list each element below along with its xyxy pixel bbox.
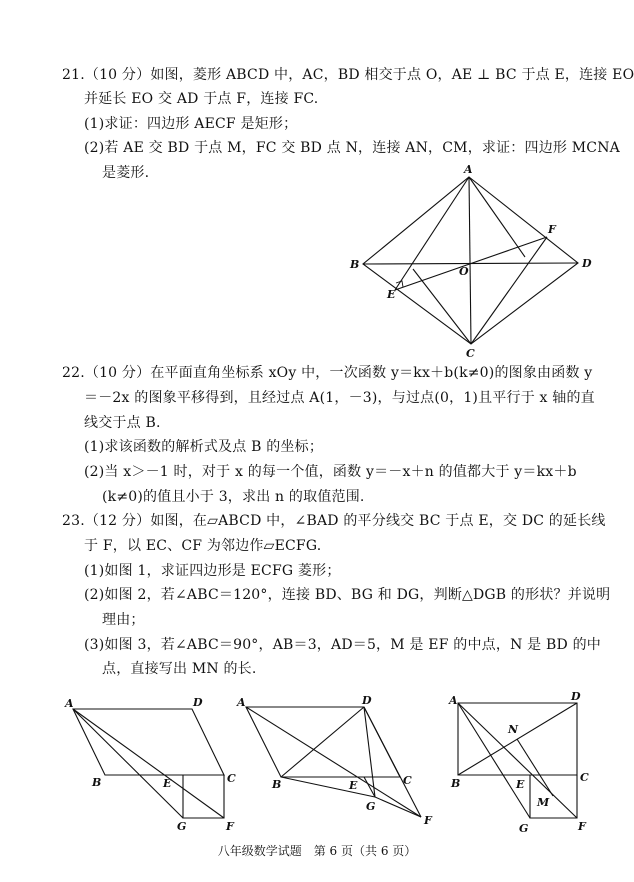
problem-23-line-2: 于 F，以 EC、CF 为邻边作▱ECFG.	[84, 538, 322, 554]
problem-23-line-1: 23.（12 分）如图，在▱ABCD 中，∠BAD 的平分线交 BC 于点 E，交 DC 的延长线	[62, 513, 606, 529]
problem-21-line-2: 并延长 EO 交 AD 于点 F，连接 FC.	[84, 91, 319, 107]
parallelogram-figure-1	[60, 690, 236, 840]
problem-21-line-5: 是菱形.	[102, 165, 150, 181]
fig1-label-a: A	[65, 697, 74, 710]
fig1-label-c: C	[227, 772, 236, 785]
problem-23-line-4: (2)如图 2，若∠ABC＝120°，连接 BD、BG 和 DG，判断△DGB 的形状？并说明	[84, 587, 611, 603]
problem-22-line-4: (1)求该函数的解析式及点 B 的坐标；	[84, 439, 324, 455]
fig21-label-e: E	[387, 288, 396, 301]
problem-23-line-3: (1)如图 1，求证四边形是 ECFG 菱形；	[84, 563, 341, 579]
fig1-label-f: F	[226, 820, 234, 833]
fig21-label-b: B	[350, 258, 360, 271]
problem-23-line-5: 理由；	[102, 612, 145, 628]
problem-22-line-6: (k≠0)的值且小于 3，求出 n 的取值范围.	[102, 489, 365, 505]
fig2-label-c: C	[403, 774, 412, 787]
problem-23-line-6: (3)如图 3，若∠ABC＝90°，AB＝3，AD＝5，M 是 EF 的中点，N 是 BD 的中	[84, 637, 601, 653]
fig2-label-a: A	[237, 696, 246, 709]
fig2-label-d: D	[362, 694, 372, 707]
fig21-label-c: C	[466, 347, 475, 360]
fig21-label-d: D	[582, 257, 592, 270]
problem-22-line-2: ＝－2x 的图象平移得到，且经过点 A(1，－3)，与过点(0，1)且平行于 x 轴的直	[84, 390, 595, 406]
parallelogram-figure-2	[230, 690, 445, 840]
problem-21-line-4: (2)若 AE 交 BD 于点 M，FC 交 BD 点 N，连接 AN，CM，求证：四边形 MCNA	[84, 140, 620, 156]
problem-21-line-1: 21.（10 分）如图，菱形 ABCD 中，AC，BD 相交于点 O，AE ⊥ BC 于点 E，连接 EO	[62, 67, 634, 83]
fig3-label-b: B	[451, 777, 461, 790]
fig3-label-f: F	[578, 820, 586, 833]
fig3-label-m: M	[537, 796, 550, 809]
fig3-label-e: E	[516, 778, 525, 791]
rectangle-figure-3	[440, 685, 620, 840]
fig3-label-a: A	[449, 694, 458, 707]
page-footer: 八年级数学试题 第 6 页（共 6 页）	[217, 844, 417, 858]
fig3-label-d: D	[571, 690, 581, 703]
fig2-label-b: B	[272, 778, 282, 791]
fig2-label-g: G	[366, 800, 376, 813]
fig1-label-d: D	[193, 696, 203, 709]
problem-22-line-1: 22.（10 分）在平面直角坐标系 xOy 中，一次函数 y＝kx＋b(k≠0)的图象由函数 y	[62, 365, 593, 381]
fig2-label-e: E	[349, 779, 358, 792]
problem-23-line-7: 点，直接写出 MN 的长.	[102, 661, 257, 677]
fig3-label-n: N	[508, 723, 519, 736]
fig3-label-c: C	[580, 771, 589, 784]
problem-22-line-5: (2)当 x＞－1 时，对于 x 的每一个值，函数 y＝－x＋n 的值都大于 y＝kx＋b	[84, 464, 577, 480]
fig1-label-e: E	[163, 777, 172, 790]
fig1-label-g: G	[177, 820, 187, 833]
fig1-label-b: B	[92, 776, 102, 789]
problem-21-line-3: (1)求证：四边形 AECF 是矩形；	[84, 116, 298, 132]
fig2-label-f: F	[424, 814, 432, 827]
problem-22-line-3: 线交于点 B.	[84, 415, 161, 431]
fig3-label-g: G	[519, 822, 529, 835]
rhombus-figure-21	[340, 160, 610, 360]
fig21-label-o: O	[459, 265, 469, 278]
fig21-label-a: A	[464, 163, 473, 176]
fig21-label-f: F	[548, 223, 556, 236]
